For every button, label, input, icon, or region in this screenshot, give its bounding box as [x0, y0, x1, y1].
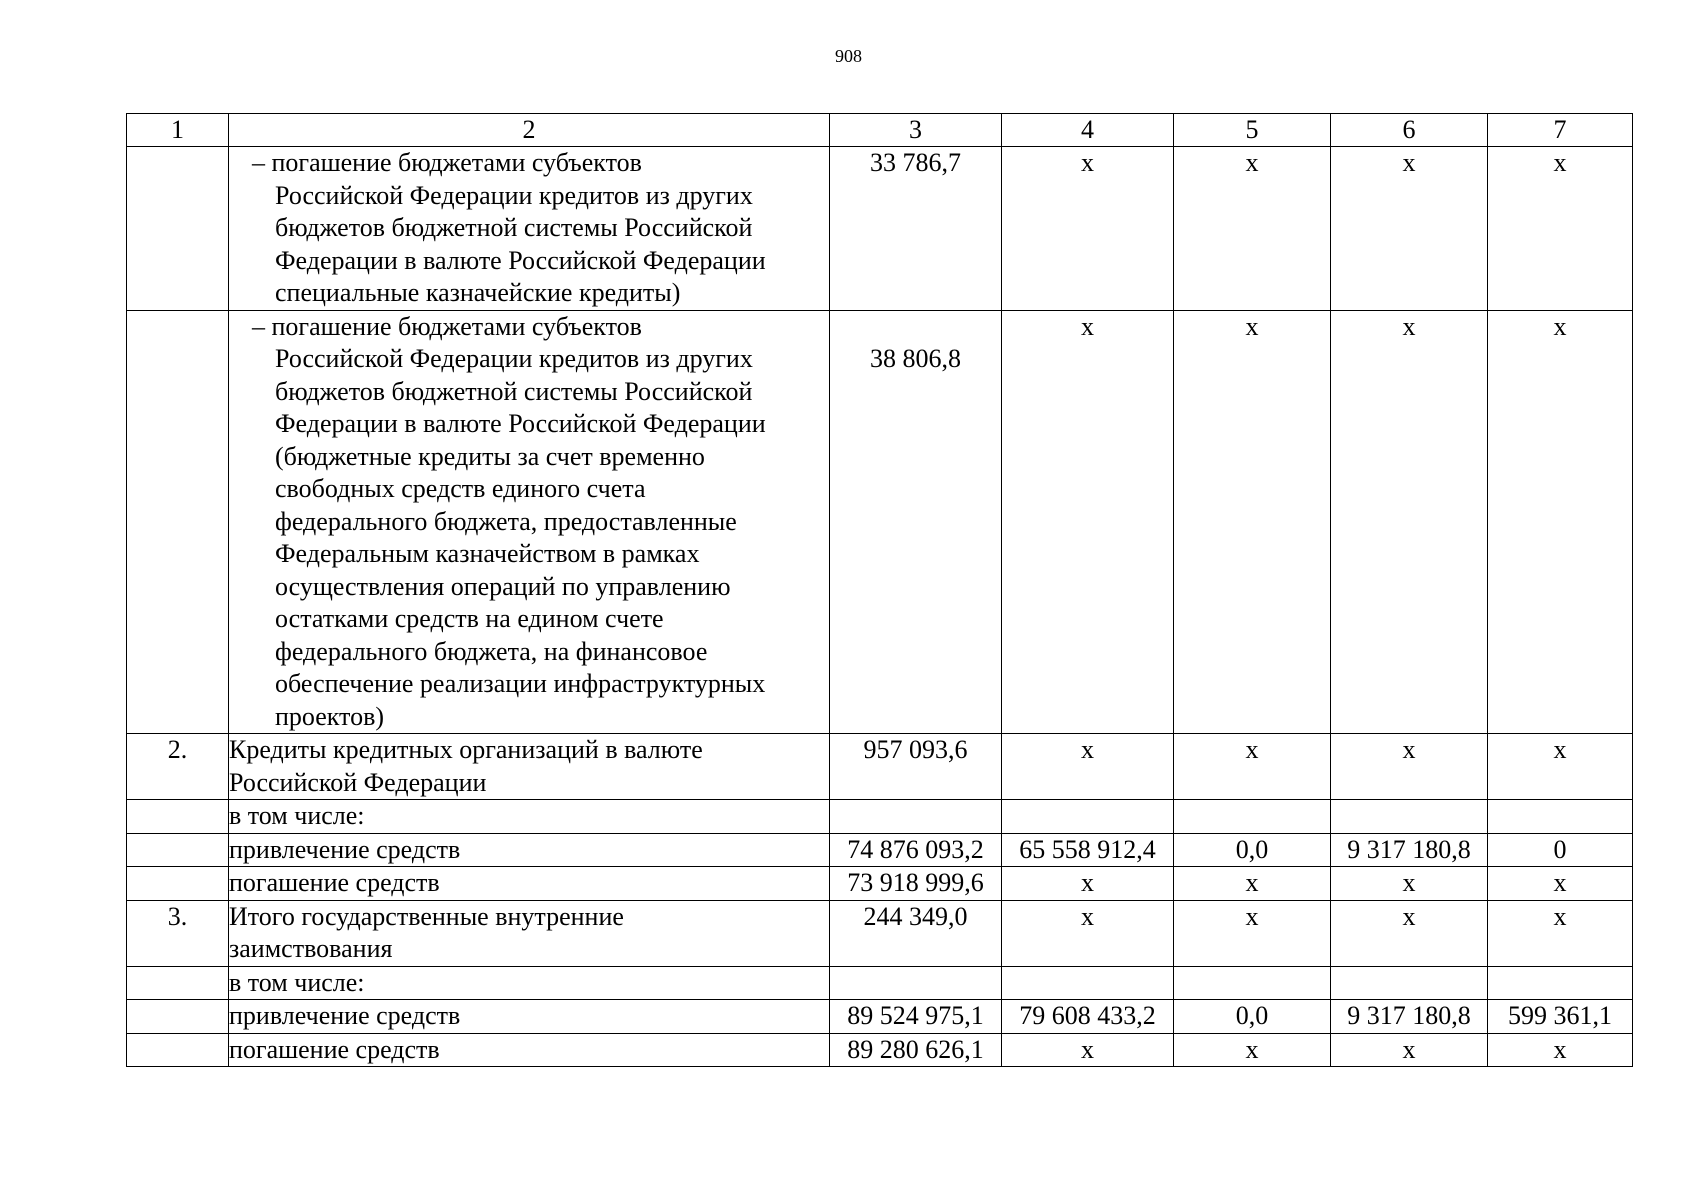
value-cell: 0,0 [1174, 1000, 1331, 1034]
table-row [127, 1033, 1633, 1067]
value-cell: х [1002, 867, 1174, 901]
value-cell: 9 317 180,8 [1331, 833, 1488, 867]
value-cell: х [1488, 310, 1633, 734]
value-cell: 0,0 [1174, 833, 1331, 867]
row-number-cell [127, 833, 229, 867]
column-number-cell: 5 [1174, 114, 1331, 147]
value-cell: 89 524 975,1 [830, 1000, 1002, 1034]
row-number-cell [127, 800, 229, 834]
table-row [127, 867, 1633, 901]
value-cell: 33 786,7 [830, 147, 1002, 311]
row-number-cell [127, 147, 229, 311]
description-cell [229, 900, 830, 966]
table-row [127, 900, 1633, 966]
value-cell: х [1488, 867, 1633, 901]
column-number-cell: 6 [1331, 114, 1488, 147]
row-number-cell: 3. [127, 900, 229, 966]
column-number-cell: 4 [1002, 114, 1174, 147]
column-number-cell: 1 [127, 114, 229, 147]
table-row [127, 147, 1633, 311]
value-cell [1488, 800, 1633, 834]
value-cell: 74 876 093,2 [830, 833, 1002, 867]
value-cell: х [1331, 147, 1488, 311]
table-row [127, 310, 1633, 734]
value-cell: 0 [1488, 833, 1633, 867]
column-number-cell: 7 [1488, 114, 1633, 147]
value-cell: х [1174, 147, 1331, 311]
row-number-cell [127, 1000, 229, 1034]
value-cell [830, 966, 1002, 1000]
description-line: Российской Федерации [229, 767, 487, 797]
column-number-cell: 2 [229, 114, 830, 147]
value-cell: 73 918 999,6 [830, 867, 1002, 901]
description-line: заимствования [229, 934, 393, 963]
description-line: – погашение бюджетами субъектов [252, 148, 642, 177]
value-cell: 65 558 912,4 [1002, 833, 1174, 867]
description-line: федерального бюджета, на финансовое [275, 636, 708, 666]
table-row [127, 734, 1633, 800]
description-cell: погашение средств [229, 867, 830, 901]
value-cell: х [1002, 900, 1174, 966]
value-cell: 957 093,6 [830, 734, 1002, 800]
description-line: обеспечение реализации инфраструктурных [275, 669, 766, 698]
value-cell: х [1002, 147, 1174, 311]
row-number-cell [127, 310, 229, 734]
description-line: Российской Федерации кредитов из других [275, 344, 753, 373]
value-cell [1331, 966, 1488, 1000]
value-cell [1174, 966, 1331, 1000]
description-line: остатками средств на едином счете [275, 604, 664, 633]
column-number-cell: 3 [830, 114, 1002, 147]
description-line: проектов) [275, 701, 385, 731]
value-cell [1488, 966, 1633, 1000]
value-cell: х [1331, 900, 1488, 966]
value-cell: х [1331, 1033, 1488, 1067]
description-line: федерального бюджета, предоставленные [275, 506, 737, 536]
value-cell: х [1174, 734, 1331, 800]
description-line: – погашение бюджетами субъектов [252, 311, 642, 341]
value-cell: х [1174, 867, 1331, 901]
value-cell: х [1002, 310, 1174, 734]
description-cell: в том числе: [229, 800, 830, 834]
description-line: бюджетов бюджетной системы Российской [275, 213, 753, 242]
value-cell: 244 349,0 [830, 900, 1002, 966]
value-cell [1174, 800, 1331, 834]
table-row [127, 1000, 1633, 1034]
value-cell: 9 317 180,8 [1331, 1000, 1488, 1034]
value-cell [830, 800, 1002, 834]
borrowings-table [126, 113, 1633, 1067]
value-cell: х [1331, 734, 1488, 800]
row-number-cell [127, 966, 229, 1000]
value-cell: х [1488, 1033, 1633, 1067]
value-cell: х [1331, 867, 1488, 901]
description-line: Федеральным казначейством в рамках [275, 539, 700, 568]
table-row [127, 800, 1633, 834]
value-cell: х [1488, 900, 1633, 966]
value-cell: 89 280 626,1 [830, 1033, 1002, 1067]
description-cell: в том числе: [229, 966, 830, 1000]
description-line: бюджетов бюджетной системы Российской [275, 376, 753, 406]
value-cell: х [1488, 147, 1633, 311]
value-cell [1331, 800, 1488, 834]
description-cell [229, 310, 830, 734]
value-cell [1002, 966, 1174, 1000]
row-number-cell [127, 1033, 229, 1067]
description-cell [229, 734, 830, 800]
description-line: специальные казначейские кредиты) [275, 278, 681, 307]
value-cell: х [1174, 1033, 1331, 1067]
description-cell [229, 147, 830, 311]
description-cell: привлечение средств [229, 1000, 830, 1034]
row-number-cell: 2. [127, 734, 229, 800]
description-line: Федерации в валюте Российской Федерации [275, 409, 766, 438]
description-line: Российской Федерации кредитов из других [275, 180, 753, 210]
value-cell [1002, 800, 1174, 834]
value-cell: 599 361,1 [1488, 1000, 1633, 1034]
description-cell: погашение средств [229, 1033, 830, 1067]
description-line: Кредиты кредитных организаций в валюте [229, 735, 703, 764]
value-cell: х [1331, 310, 1488, 734]
table-row [127, 833, 1633, 867]
value-cell: х [1002, 734, 1174, 800]
value-cell: х [1174, 900, 1331, 966]
description-line: Федерации в валюте Российской Федерации [275, 245, 766, 275]
description-line: свободных средств единого счета [275, 474, 646, 503]
page-number: 908 [835, 46, 862, 66]
row-number-cell [127, 867, 229, 901]
description-line: Итого государственные внутренние [229, 901, 624, 931]
value-cell: 79 608 433,2 [1002, 1000, 1174, 1034]
value-cell: х [1488, 734, 1633, 800]
description-line: осуществления операций по управлению [275, 571, 731, 601]
description-cell: привлечение средств [229, 833, 830, 867]
value-cell: х [1002, 1033, 1174, 1067]
description-line: (бюджетные кредиты за счет временно [275, 441, 705, 471]
column-number-row [127, 114, 1633, 147]
value-cell: 38 806,8 [830, 310, 1002, 734]
value-cell: х [1174, 310, 1331, 734]
table-row [127, 966, 1633, 1000]
